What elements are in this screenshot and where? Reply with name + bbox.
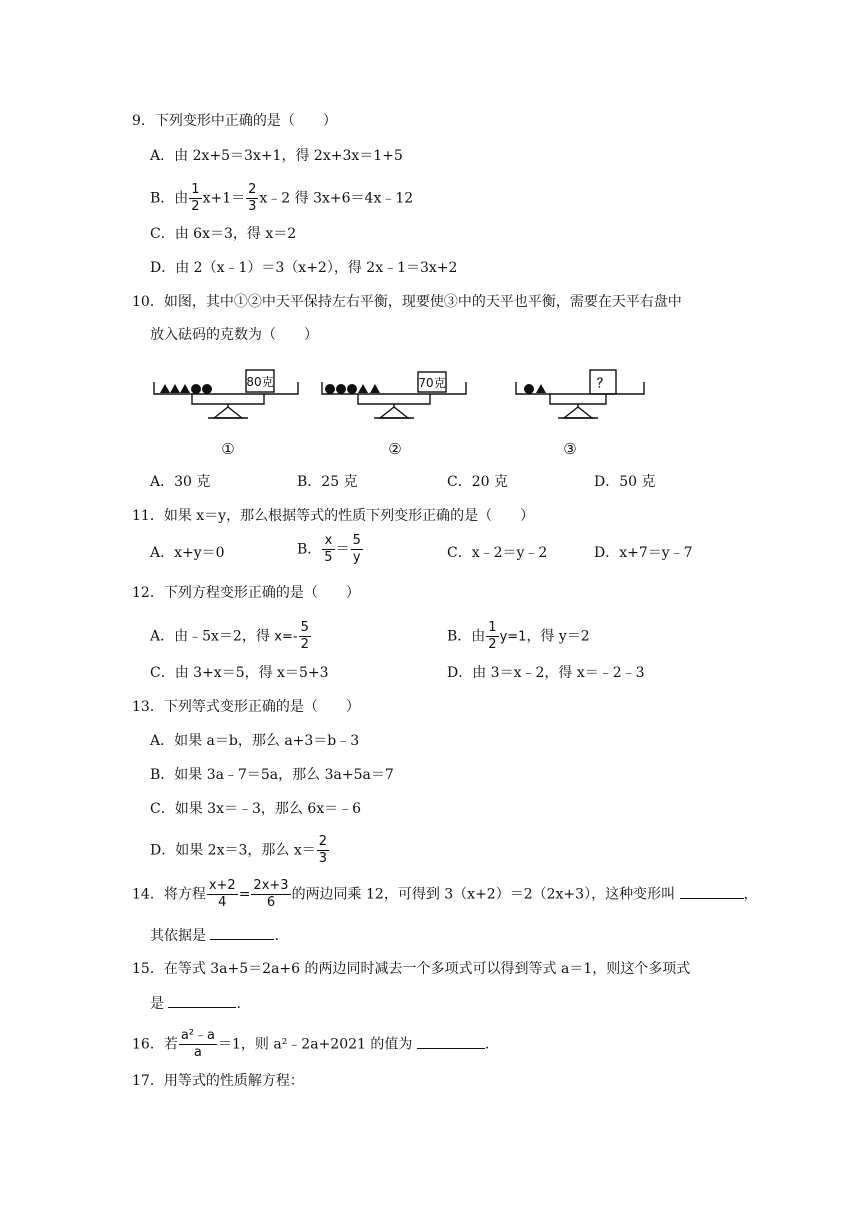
q13-option-a: A．如果 a＝b，那么 a+3＝b﹣3 xyxy=(150,733,360,749)
scale-3-box-label: ？ xyxy=(596,376,610,390)
q17-stem: 17．用等式的性质解方程： xyxy=(132,1073,304,1089)
q13-option-b: B．如果 3a﹣7＝5a，那么 3a+5a＝7 xyxy=(150,767,394,783)
answer-blank[interactable] xyxy=(210,925,274,940)
scale-3-number: ③ xyxy=(563,440,577,458)
q11-option-a: A．x+y＝0 xyxy=(150,545,225,561)
answer-blank[interactable] xyxy=(168,993,236,1008)
fraction: $\frac{2}{3}$ xyxy=(248,182,257,214)
scale-3-weights xyxy=(524,384,546,394)
q11-stem: 11．如果 x＝y，那么根据等式的性质下列变形正确的是（ ） xyxy=(132,508,535,524)
scale-1-number: ① xyxy=(221,440,235,458)
q9-stem: 9．下列变形中正确的是（ ） xyxy=(132,113,337,129)
q10-option-a: A．30 克 xyxy=(150,474,211,490)
scale-1-box-label: 80克 xyxy=(246,375,274,389)
q14-line1: 14．将方程 $\frac{x+2}{4}$ = $\frac{2x+3}{6}$ 的两边同乘 12，可得到 3（x+2）＝2（2x+3），这种变形叫 ， xyxy=(132,878,758,910)
q12-option-c: C．由 3+x＝5，得 x＝5+3 xyxy=(150,665,329,681)
q14-line2: 其依据是 . xyxy=(150,925,279,946)
q12-option-d: D．由 3＝x﹣2，得 x＝﹣2﹣3 xyxy=(447,665,645,681)
q9-option-b: B．由 $\frac{1}{2}$ x+1＝ $\frac{2}{3}$ x﹣2 得 3x+6＝4x﹣12 xyxy=(150,182,414,214)
q13-option-c: C．如果 3x＝﹣3，那么 6x＝﹣6 xyxy=(150,801,362,817)
q11-option-b: B． $\frac{x}{5}$ ＝ $\frac{5}{y}$ xyxy=(297,533,361,565)
scale-2-number: ② xyxy=(388,440,402,458)
q9-option-c: C．由 6x＝3，得 x＝2 xyxy=(150,226,297,242)
balance-scales-figure xyxy=(150,360,670,460)
balance-scale-3 xyxy=(516,370,644,418)
q12-option-a: A．由﹣5x＝2，得 x=- $\frac{5}{2}$ xyxy=(150,620,309,652)
q10-option-c: C．20 克 xyxy=(447,474,508,490)
q15-line1: 15．在等式 3a+5＝2a+6 的两边同时减去一个多项式可以得到等式 a＝1，则这个多项式 xyxy=(132,961,691,977)
q10-option-d: D．50 克 xyxy=(594,474,656,490)
q11-option-c: C．x﹣2＝y﹣2 xyxy=(447,545,548,561)
q10-stem-line2: 放入砝码的克数为（ ） xyxy=(150,327,318,343)
q10-stem-line1: 10．如图，其中①②中天平保持左右平衡，现要使③中的天平也平衡，需要在天平右盘中 xyxy=(132,294,682,310)
q11-option-d: D．x+7＝y﹣7 xyxy=(594,545,693,561)
q9-option-d: D．由 2（x﹣1）＝3（x+2），得 2x﹣1＝3x+2 xyxy=(150,260,458,276)
q9-option-a: A．由 2x+5＝3x+1，得 2x+3x＝1+5 xyxy=(150,148,403,164)
q10-option-b: B．25 克 xyxy=(297,474,358,490)
q12-option-b: B．由 $\frac{1}{2}$ y=1，得 y＝2 xyxy=(447,620,590,652)
q15-line2: 是 . xyxy=(150,993,241,1014)
scale-1-weights xyxy=(160,384,212,394)
fraction: $\frac{1}{2}$ xyxy=(191,182,200,214)
answer-blank[interactable] xyxy=(417,1034,485,1049)
q16-line: 16．若 $\frac{\text{a²﹣a}}{a}$ ＝1，则 a²﹣2a+2021 的值为 . xyxy=(132,1028,490,1060)
answer-blank[interactable] xyxy=(680,884,744,899)
scale-2-box-label: 70克 xyxy=(418,376,446,390)
q13-stem: 13．下列等式变形正确的是（ ） xyxy=(132,699,360,715)
q13-option-d: D．如果 2x＝3，那么 x＝ $\frac{2}{3}$ xyxy=(150,834,328,866)
balance-scale-1 xyxy=(154,370,298,418)
q12-stem: 12．下列方程变形正确的是（ ） xyxy=(132,585,360,601)
scale-2-weights xyxy=(325,384,380,394)
